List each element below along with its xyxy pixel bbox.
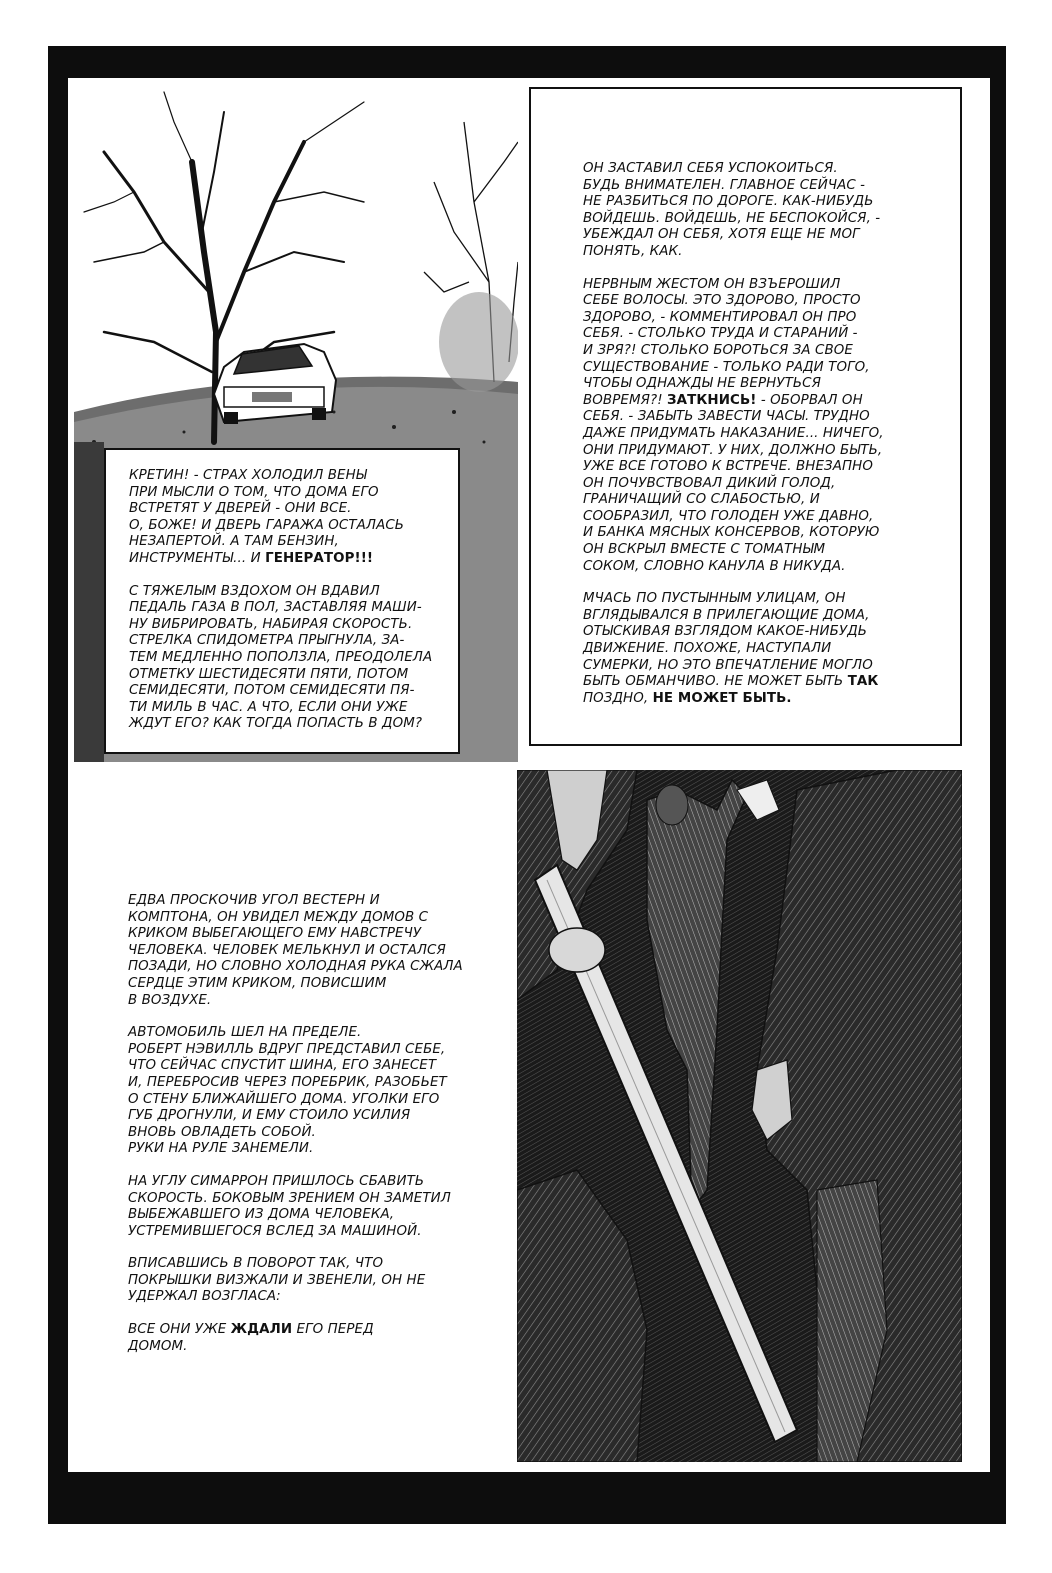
caption-panel1-p1b: ГЕНЕРАТОР!!!	[265, 550, 374, 566]
caption-panel1-p1a: КРЕТИН! - СТРАХ ХОЛОДИЛ ВЕНЫ ПРИ МЫСЛИ О ТОМ, ЧТО ДОМА ЕГО ВСТРЕТЯТ У ДВЕРЕЙ - ОНИ ВСЕ. О, БОЖЕ! И ДВЕРЬ ГАРАЖА ОСТАЛАСЬ НЕЗАПЕРТОЙ. А ТАМ БЕНЗИН, ИНСТРУМЕНТЫ... И	[129, 468, 405, 566]
caption-panel3-p5a: ВСЕ ОНИ УЖЕ	[128, 1322, 227, 1338]
caption-panel3-p4: ВПИСАВШИСЬ В ПОВОРОТ ТАК, ЧТО ПОКРЫШКИ ВИЗЖАЛИ И ЗВЕНЕЛИ, ОН НЕ УДЕРЖАЛ ВОЗГЛАСА:	[128, 1256, 426, 1305]
figures-illustration	[517, 770, 962, 1462]
caption-panel3-p2: АВТОМОБИЛЬ ШЕЛ НА ПРЕДЕЛЕ. РОБЕРТ НЭВИЛЛЬ ВДРУГ ПРЕДСТАВИЛ СЕБЕ, ЧТО СЕЙЧАС СПУСТИТ ШИНА, ЕГО ЗАНЕСЕТ И, ПЕРЕБРОСИВ ЧЕРЕЗ ПОРЕБРИК, РАЗОБЬЕТ О СТЕНУ БЛИЖАЙШЕГО ДОМА. УГОЛКИ ЕГО ГУБ ДРОГНУЛИ, И ЕМУ СТОИЛО УСИЛИЯ ВНОВЬ ОВЛАДЕТЬ СОБОЙ. РУКИ НА РУЛЕ ЗАНЕМЕЛИ.	[128, 1025, 447, 1157]
caption-panel2-p2c: - ОБОРВАЛ ОН СЕБЯ. - ЗАБЫТЬ ЗАВЕСТИ ЧАСЫ. ТРУДНО ДАЖЕ ПРИДУМАТЬ НАКАЗАНИЕ... НИЧЕГО, ОНИ ПРИДУМАЮТ. У НИХ, ДОЛЖНО БЫТЬ, УЖЕ ВСЕ ГОТОВО К ВСТРЕЧЕ. ВНЕЗАПНО ОН ПОЧУВСТВОВАЛ ДИКИЙ ГОЛОД, ГРАНИЧАЩИЙ СО СЛАБОСТЬЮ, И СООБРАЗИЛ, ЧТО ГОЛОДЕН УЖЕ ДАВНО, И БАНКА МЯСНЫХ КОНСЕРВОВ, КОТОРУЮ ОН ВСКРЫЛ ВМЕСТЕ С ТОМАТНЫМ СОКОМ, СЛОВНО КАНУЛА В НИКУДА.	[583, 392, 884, 574]
caption-panel2-p2a: НЕРВНЫМ ЖЕСТОМ ОН ВЗЪЕРОШИЛ СЕБЕ ВОЛОСЫ. ЭТО ЗДОРОВО, ПРОСТО ЗДОРОВО, - КОММЕНТИРОВАЛ ОН ПРО СЕБЯ. - СТОЛЬКО ТРУДА И СТАРАНИЙ - И ЗРЯ?! СТОЛЬКО БОРОТЬСЯ ЗА СВОЕ СУЩЕСТВОВАНИЕ - ТОЛЬКО РАДИ ТОГО, ЧТОБЫ ОДНАЖДЫ НЕ ВЕРНУТЬСЯ ВОВРЕМЯ?!	[583, 276, 870, 408]
caption-panel2-p3a: МЧАСЬ ПО ПУСТЫННЫМ УЛИЦАМ, ОН ВГЛЯДЫВАЛСЯ В ПРИЛЕГАЮЩИЕ ДОМА, ОТЫСКИВАЯ ВЗГЛЯДОМ КАКОЕ-НИБУДЬ ДВИЖЕНИЕ. ПОХОЖЕ, НАСТУПАЛИ СУМЕРКИ, НО ЭТО ВПЕЧАТЛЕНИЕ МОГЛО БЫТЬ ОБМАНЧИВО. НЕ МОЖЕТ БЫТЬ	[583, 591, 873, 690]
panel-figures-illustration	[517, 770, 962, 1462]
caption-panel2-p1: ОН ЗАСТАВИЛ СЕБЯ УСПОКОИТЬСЯ. БУДЬ ВНИМАТЕЛЕН. ГЛАВНОЕ СЕЙЧАС - НЕ РАЗБИТЬСЯ ПО ДОРОГЕ. КАК-НИБУДЬ ВОЙДЕШЬ. ВОЙДЕШЬ, НЕ БЕСПОКОЙСЯ, - УБЕЖДАЛ ОН СЕБЯ, ХОТЯ ЕЩЕ НЕ МОГ ПОНЯТЬ, КАК.	[583, 161, 881, 259]
caption-panel2-p3b: ТАК	[847, 674, 879, 690]
caption-text-panel2	[583, 161, 903, 723]
caption-panel3-p5b: ЖДАЛИ	[230, 1322, 293, 1338]
caption-panel2-p3d: НЕ МОЖЕТ БЫТЬ.	[652, 690, 792, 706]
caption-panel2-p2b: ЗАТКНИСЬ!	[667, 392, 757, 408]
caption-panel3-p1: ЕДВА ПРОСКОЧИВ УГОЛ ВЕСТЕРН И КОМПТОНА, ОН УВИДЕЛ МЕЖДУ ДОМОВ С КРИКОМ ВЫБЕГАЮЩЕГО ЕМУ НАВСТРЕЧУ ЧЕЛОВЕКА. ЧЕЛОВЕК МЕЛЬКНУЛ И ОСТАЛСЯ ПОЗАДИ, НО СЛОВНО ХОЛОДНАЯ РУКА СЖАЛА СЕРДЦЕ ЭТИМ КРИКОМ, ПОВИСШИМ В ВОЗДУХЕ.	[128, 893, 463, 1008]
caption-text-panel3	[128, 893, 468, 1371]
caption-panel3-p5c: ЕГО ПЕРЕД ДОМОМ.	[128, 1322, 374, 1354]
caption-panel2-p3c: ПОЗДНО,	[583, 690, 649, 706]
caption-panel1-p2: С ТЯЖЕЛЫМ ВЗДОХОМ ОН ВДАВИЛ ПЕДАЛЬ ГАЗА В ПОЛ, ЗАСТАВЛЯЯ МАШИ- НУ ВИБРИРОВАТЬ, НАБИРАЯ СКОРОСТЬ. СТРЕЛКА СПИДОМЕТРА ПРЫГНУЛА, ЗА- ТЕМ МЕДЛЕННО ПОПОЛЗЛА, ПРЕОДОЛЕЛА ОТМЕТКУ ШЕСТИДЕСЯТИ ПЯТИ, ПОТОМ СЕМИДЕСЯТИ, ПОТОМ СЕМИДЕСЯТИ ПЯ- ТИ МИЛЬ В ЧАС. А ЧТО, ЕСЛИ ОНИ УЖЕ ЖДУТ ЕГО? КАК ТОГДА ПОПАСТЬ В ДОМ?	[129, 583, 433, 732]
caption-panel3-p3: НА УГЛУ СИМАРРОН ПРИШЛОСЬ СБАВИТЬ СКОРОСТЬ. БОКОВЫМ ЗРЕНИЕМ ОН ЗАМЕТИЛ ВЫБЕЖАВШЕГО ИЗ ДОМА ЧЕЛОВЕКА, УСТРЕМИВШЕГОСЯ ВСЛЕД ЗА МАШИНОЙ.	[128, 1173, 451, 1239]
caption-text-panel1	[129, 468, 459, 749]
